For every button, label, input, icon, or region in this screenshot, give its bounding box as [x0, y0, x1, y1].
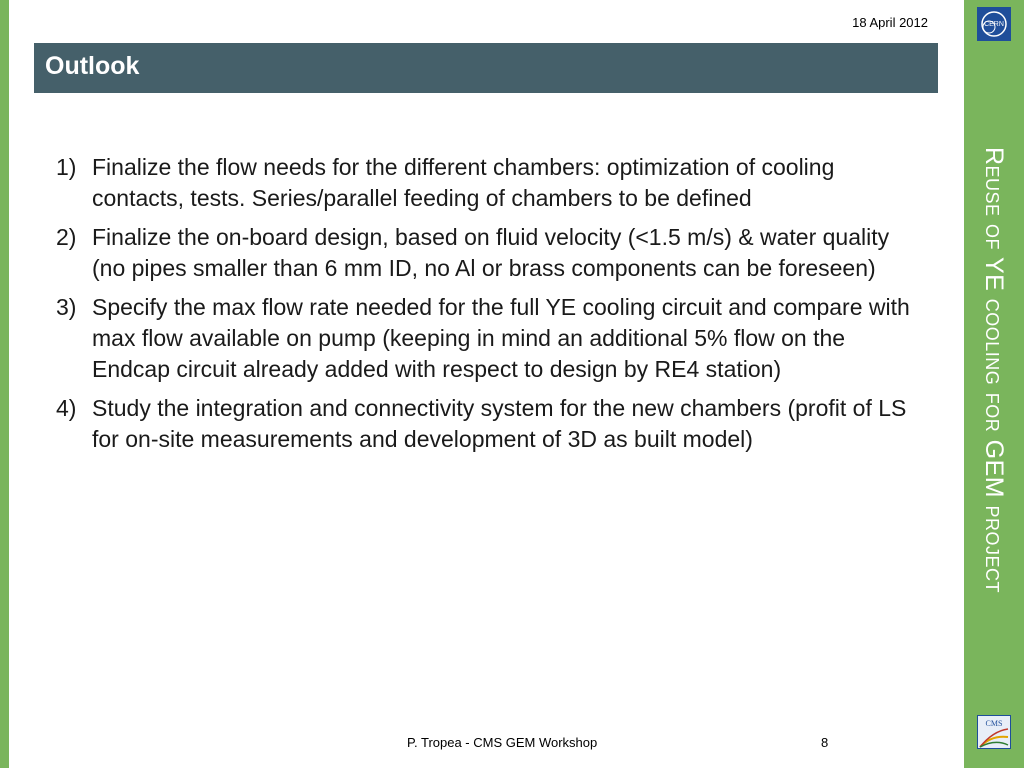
cern-logo-text: CERN: [984, 21, 1004, 28]
title-bar: [34, 43, 938, 93]
list-item-number: 4): [56, 395, 77, 421]
list-item-number: 1): [56, 154, 77, 180]
list-item-text: Study the integration and connectivity system for the new chambers (profit of LS for on-site measurements and development of 3D as built model): [92, 395, 907, 452]
list-item-text: Finalize the on-board design, based on fluid velocity (<1.5 m/s) & water quality (no pipes smaller than 6 mm ID, no Al or brass components can be foreseen): [92, 224, 890, 281]
cms-logo-text: CMS: [985, 719, 1003, 728]
list-item: [56, 393, 926, 455]
list-item-number: 3): [56, 294, 77, 320]
side-title: Reuse of YE cooling for GEM project: [980, 146, 1008, 594]
slide-title: Outlook: [45, 52, 140, 80]
page-number: 8: [821, 735, 829, 750]
slide-date: 18 April 2012: [852, 15, 928, 30]
outlook-list: [56, 152, 926, 463]
list-item-number: 2): [56, 224, 77, 250]
footer-author: P. Tropea - CMS GEM Workshop: [407, 735, 598, 750]
list-item-text: Specify the max flow rate needed for the full YE cooling circuit and compare with max flow available on pump (keeping in mind an additional 5% flow on the Endcap circuit already added with respect to design by RE4 station): [92, 294, 910, 382]
list-item-text: Finalize the flow needs for the different chambers: optimization of cooling contacts, tests. Series/parallel feeding of chambers to be defined: [92, 154, 835, 211]
left-accent-bar: [0, 0, 9, 768]
cern-logo: [977, 7, 1011, 41]
list-item: [56, 152, 926, 214]
list-item: [56, 292, 926, 385]
cms-logo: [977, 715, 1011, 749]
list-item: [56, 222, 926, 284]
